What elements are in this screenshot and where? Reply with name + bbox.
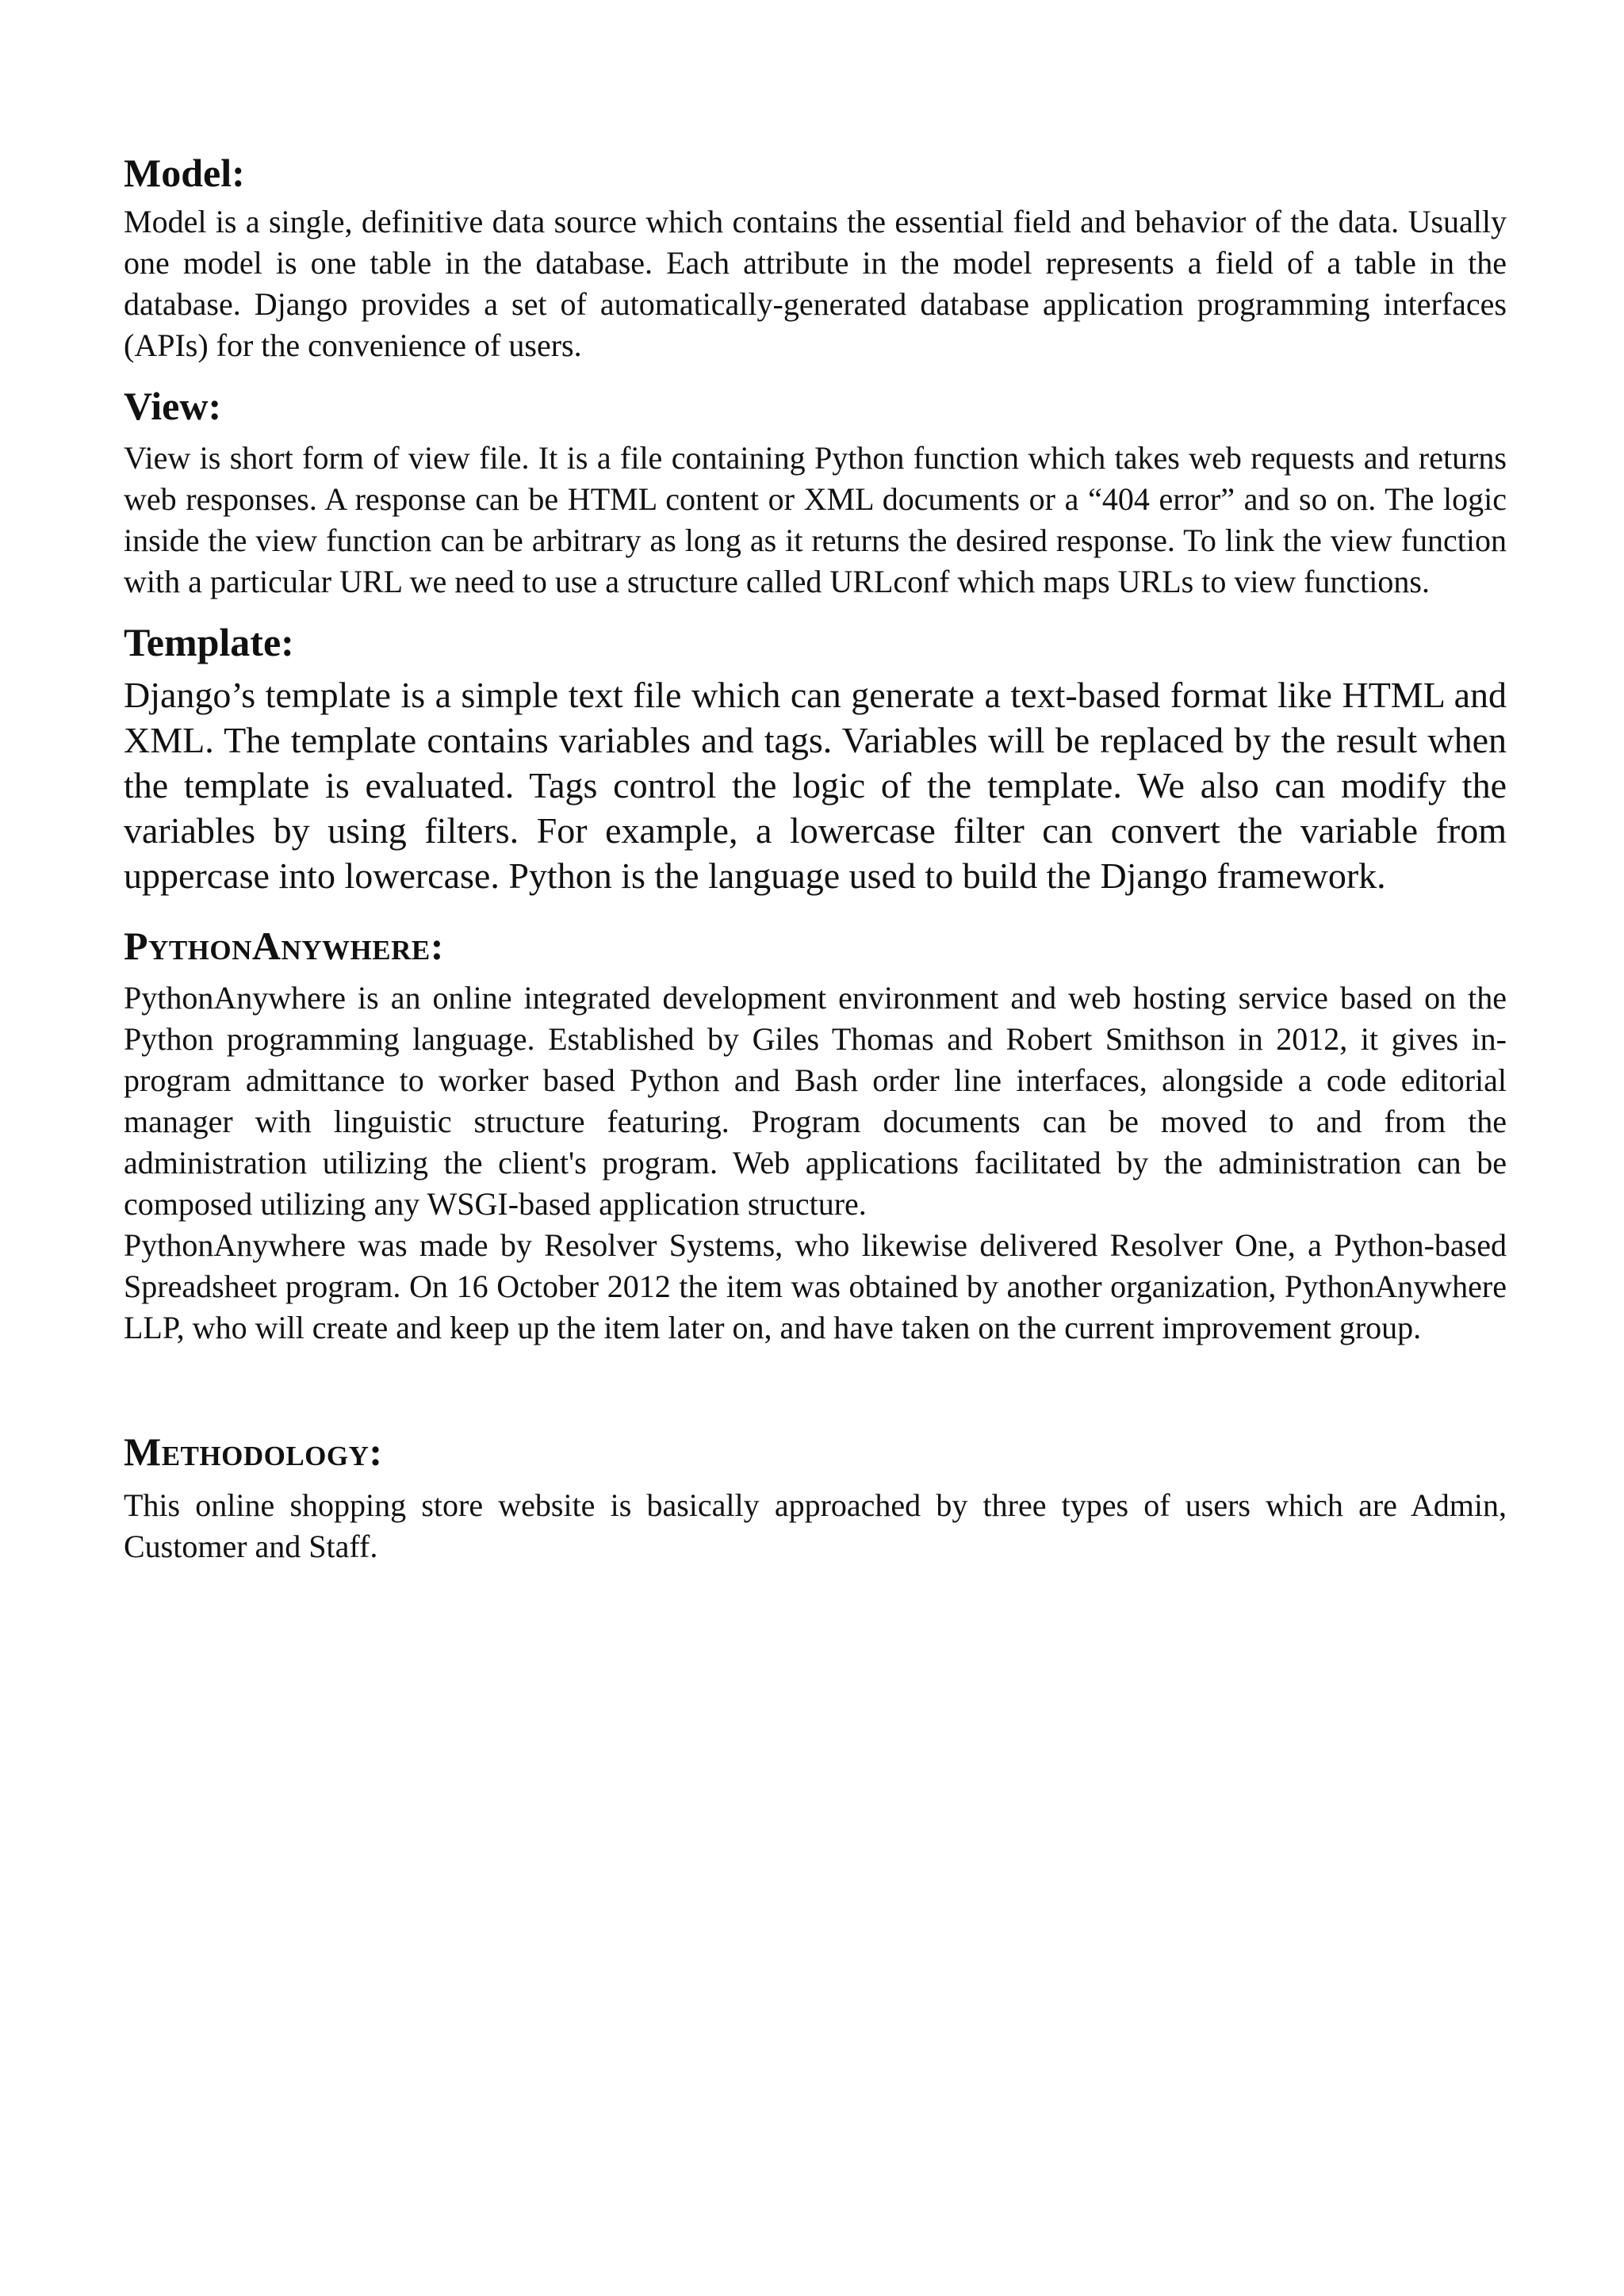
methodology-section [124, 1428, 1507, 1567]
pythonanywhere-heading: PythonAnywhere: [124, 924, 444, 968]
view-section [124, 382, 1507, 603]
pythonanywhere-paragraph-1: PythonAnywhere is an online integrated development environment and web hosting service based on the Python programming language. Established by Giles Thomas and Robert Smithson in 2012, it gives in-program admittance to worker based Python and Bash order line interfaces, alongside a code editorial manager with linguistic structure featuring. Program documents can be moved to and from the administration utilizing the client's program. Web applications facilitated by the administration can be composed utilizing any WSGI-based application structure. [124, 980, 1507, 1222]
methodology-paragraph: This online shopping store website is basically approached by three types of users which are Admin, Customer and Staff. [124, 1487, 1507, 1564]
template-section [124, 618, 1507, 898]
model-section [124, 149, 1507, 366]
pythonanywhere-section [124, 922, 1507, 1349]
pythonanywhere-paragraph-2: PythonAnywhere was made by Resolver Systems, who likewise delivered Resolver One, a Python-based Spreadsheet program. On 16 October 2012 the item was obtained by another organization, PythonAnywhere LLP, who will create and keep up the item later on, and have taken on the current improvement group. [124, 1227, 1507, 1345]
model-heading: Model: [124, 151, 245, 195]
document-page [124, 149, 1507, 1567]
template-heading: Template: [124, 620, 294, 664]
view-heading: View: [124, 384, 222, 428]
view-paragraph: View is short form of view file. It is a file containing Python function which takes web requests and returns web responses. A response can be HTML content or XML documents or a “404 error” and so on. The logic inside the view function can be arbitrary as long as it returns the desired response. To link the view function with a particular URL we need to use a structure called URLconf which maps URLs to view functions. [124, 440, 1507, 599]
methodology-heading: Methodology: [124, 1429, 383, 1474]
template-paragraph: Django’s template is a simple text file which can generate a text-based format like HTML and XML. The template contains variables and tags. Variables will be replaced by the result when the template is evaluated. Tags control the logic of the template. We also can modify the variables by using filters. For example, a lowercase filter can convert the variable from uppercase into lowercase. Python is the language used to build the Django framework. [124, 675, 1507, 896]
model-paragraph: Model is a single, definitive data source which contains the essential field and behavior of the data. Usually one model is one table in the database. Each attribute in the model represents a field of a table in the database. Django provides a set of automatically-generated database application programming interfaces (APIs) for the convenience of users. [124, 204, 1507, 363]
